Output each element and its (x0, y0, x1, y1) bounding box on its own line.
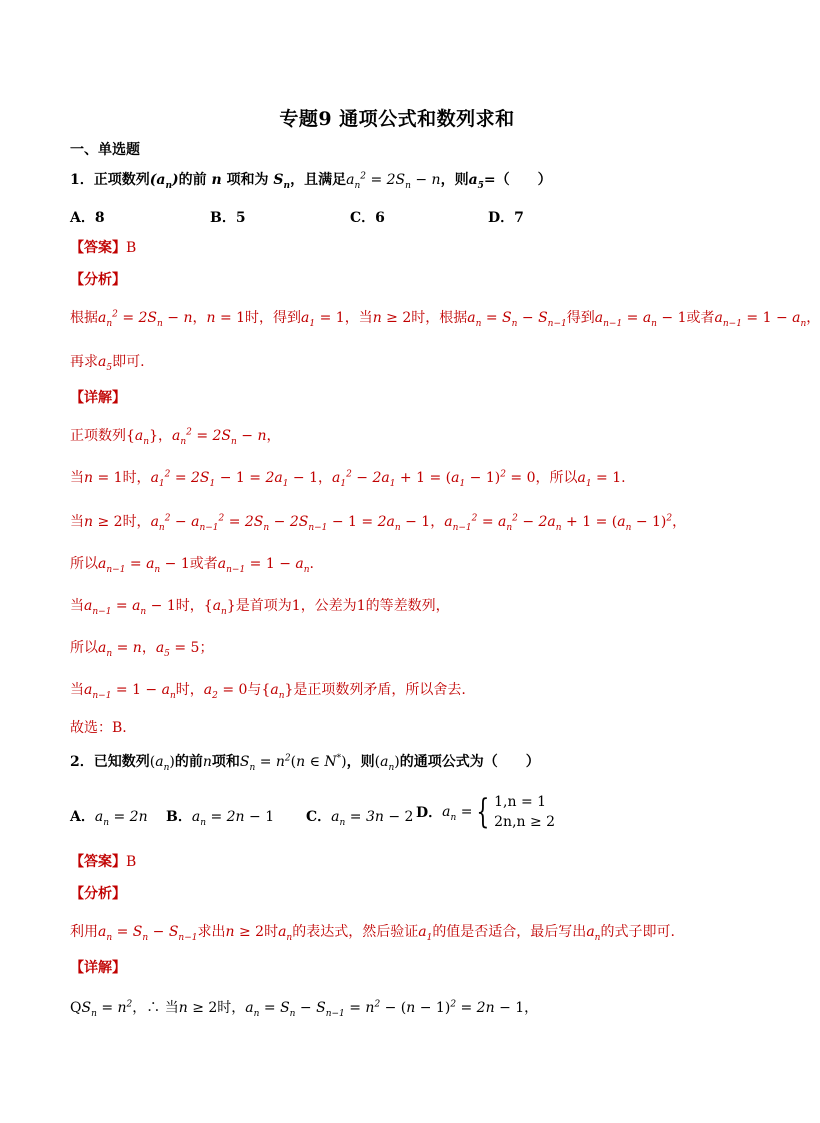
q1-analysis-line-2: 再求$a_5$即可. (70, 354, 145, 373)
q1-analysis-line-1: 根据$a_n^2 = 2S_n - n$，n = 1时，得到$a_1 = 1$，当n ≥ 2时，根据$a_n = S_n - S_{n-1}$得到$a_{n-1} = a_n - 1$或者$a_{n-1} = 1 - a_n$， (70, 309, 820, 329)
q1-detail-line-7: 当$a_{n-1} = 1 - a_n$时，$a_2 = 0$与$\{a_n\}$是正项数列矛盾，所以舍去. (70, 682, 466, 701)
q2-answer: 【答案】B (70, 854, 137, 870)
q1-analysis-tag: 【分析】 (70, 272, 126, 288)
q1-answer: 【答案】B (70, 240, 137, 256)
q1-detail-line-1: 正项数列$\{a_n\}$，$a_n^2 = 2S_n - n$， (70, 427, 281, 447)
q1-detail-line-4: 所以$a_{n-1} = a_n - 1$或者$a_{n-1} = 1 - a_n$. (70, 556, 314, 575)
q1-detail-line-5: 当$a_{n-1} = a_n - 1$时，$\{a_n\}$是首项为1，公差为1的等差数列， (70, 598, 450, 617)
q1-option-b[interactable]: B．5 (210, 210, 246, 226)
q2-analysis-line: 利用$a_n = S_n - S_{n-1}$求出n ≥ 2时$a_n$的表达式，然后验证$a_1$的值是否适合，最后写出$a_n$的式子即可. (70, 924, 675, 943)
q2-option-c[interactable]: C．$a_n = 3n - 2$ (306, 809, 414, 828)
q1-detail-tag: 【详解】 (70, 390, 126, 406)
q2-analysis-tag: 【分析】 (70, 886, 126, 902)
q2-option-b[interactable]: B．$a_n = 2n - 1$ (166, 809, 275, 828)
q1-stem: 1．正项数列$(a_n)$的前 n 项和为 $S_n$，且满足$a_n^2 = 2S_n - n$，则$a_5=$（ ） (70, 171, 552, 191)
q2-option-a[interactable]: A．$a_n = 2n$ (70, 809, 148, 828)
q1-option-d[interactable]: D．7 (488, 210, 524, 226)
q2-stem: 2．已知数列$(a_n)$的前n项和$S_n = n^2(n$ ∈ N*)，则$(a_n)$的通项公式为（ ） (70, 753, 540, 773)
q1-detail-line-2: 当n = 1时，$a_1^2 = 2S_1 - 1 = 2a_1 - 1$，$a_1^2 - 2a_1 + 1 = (a_1 - 1)^2 = 0$，所以$a_1 = 1$. (70, 469, 626, 489)
page-title: 专题9 通项公式和数列求和 (279, 108, 515, 130)
q1-detail-line-6: 所以$a_n = n$，$a_5 = 5$； (70, 640, 214, 659)
q1-detail-line-8: 故选：B. (70, 720, 127, 736)
q2-option-d[interactable]: D．$a_n$ = { 1,n = 1 2n,n ≥ 2 (416, 792, 556, 832)
q2-detail-tag: 【详解】 (70, 960, 126, 976)
q1-option-a[interactable]: A．8 (70, 210, 105, 226)
q1-option-c[interactable]: C．6 (350, 210, 385, 226)
q2-detail-line-1: $QS_n = n^2$，∴ 当n ≥ 2时，$a_n = S_n - S_{n-1} = n^2 - (n - 1)^2 = 2n - 1$， (70, 999, 539, 1019)
q1-detail-line-3: 当n ≥ 2时，$a_n^2 - a_{n-1}^2 = 2S_n - 2S_{n-1} - 1 = 2a_n - 1$，$a_{n-1}^2 = a_n^2 - 2a_n + 1 = (a_n - 1)^2$， (70, 513, 687, 533)
section-heading: 一、单选题 (70, 142, 140, 158)
